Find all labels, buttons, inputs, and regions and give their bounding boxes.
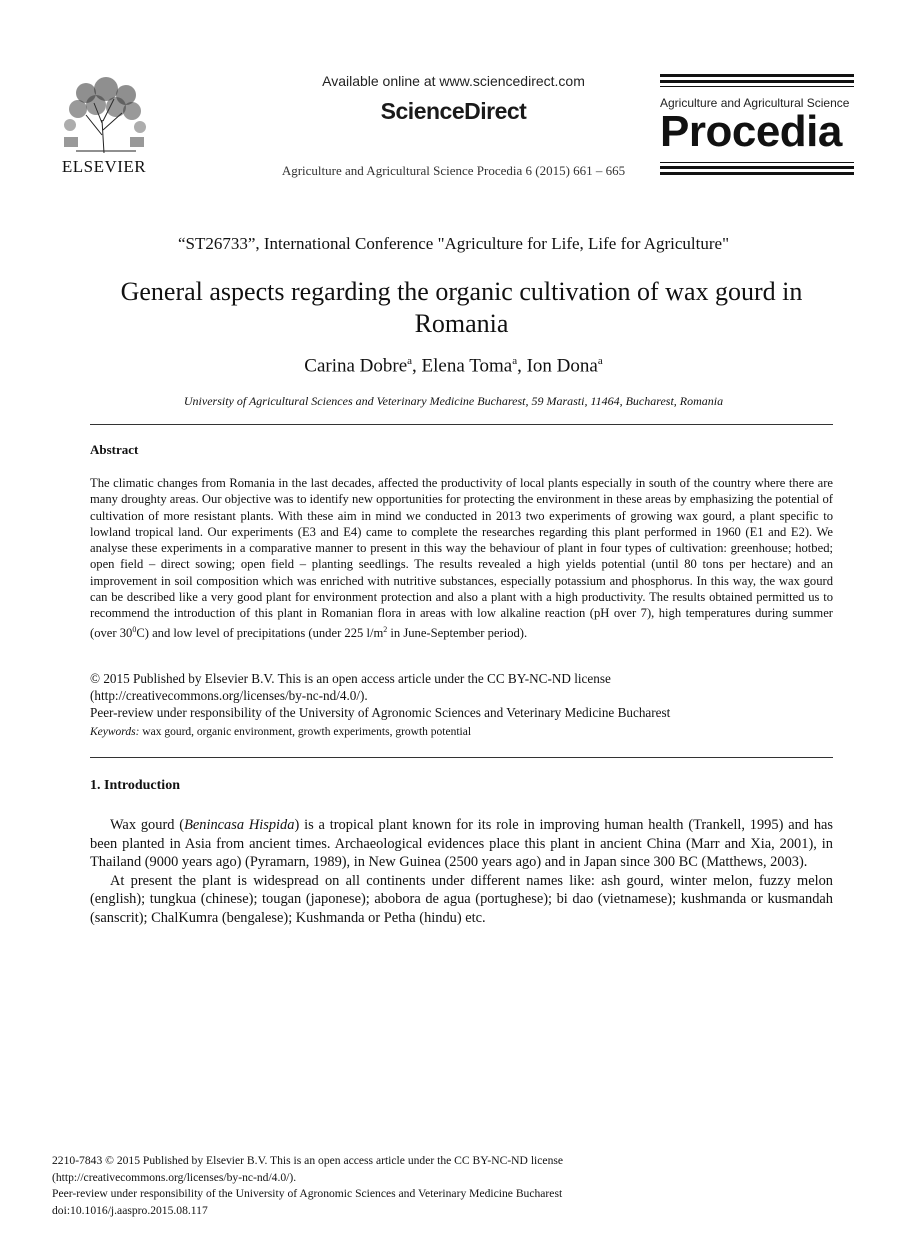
introduction-body <box>90 816 833 927</box>
series-title: Procedia <box>660 107 842 156</box>
peer-review-line: Peer-review under responsibility of the University of Agronomic Sciences and Veterinary Medicine Bucharest <box>90 705 671 720</box>
author-affiliation-mark: a <box>597 355 603 367</box>
divider <box>90 424 833 425</box>
abstract-heading: Abstract <box>90 442 139 457</box>
section-heading: 1. Introduction <box>90 778 180 793</box>
copyright-line: © 2015 Published by Elsevier B.V. This is an open access article under the CC BY-NC-ND license <box>90 671 611 686</box>
sciencedirect-brand[interactable]: ScienceDirect <box>380 98 527 124</box>
affiliation: University of Agricultural Sciences and Veterinary Medicine Bucharest, 59 Marasti, 11464, Bucharest, Romania <box>183 394 724 408</box>
author-affiliation-mark: a <box>512 355 518 367</box>
license-link[interactable]: (http://creativecommons.org/licenses/by-nc-nd/4.0/). <box>90 688 368 703</box>
keywords-text: wax gourd, organic environment, growth experiments, growth potential <box>139 726 472 738</box>
doi[interactable]: doi:10.1016/j.aaspro.2015.08.117 <box>52 1203 208 1217</box>
footer-line: Peer-review under responsibility of the University of Agronomic Sciences and Veterinary Medicine Bucharest <box>52 1187 563 1200</box>
author-name: Ion Dona <box>526 355 598 377</box>
author-list: Carina Dobre$^a$, Elena Toma$^a$, Ion Dona$^a$ <box>304 355 603 377</box>
available-online-link[interactable]: Available online at www.sciencedirect.com <box>322 73 585 89</box>
copyright-notice <box>90 670 833 721</box>
footer-license-link[interactable]: (http://creativecommons.org/licenses/by-nc-nd/4.0/). <box>52 1170 297 1184</box>
paper-title: General aspects regarding the organic cultivation of wax gourd in Romania <box>120 277 803 338</box>
publisher-wordmark: ELSEVIER <box>61 157 147 176</box>
abstract-body: The climatic changes from Romania in the last decades, affected the productivity of local plants especially in south of the country where there are many droughty areas. Our objective was to identify new opportunities for protecting the environment in these areas by emphasizing the potential of cultivation of more resistant plants. With these aim in mind we conducted in 2013 two experiments of growing wax gourd, a plant specific to lowland tropical land. Our experiments (E3 and E4) came to complete the researches regarding this plant performed in 1960 (E1 and E2). We analyse these experiments in a comparative manner to present in this way the behaviour of plant in four types of cultivation: greenhouse; hotbed; open field – direct sowing; open field – planting seedlings. The results revealed a high yields potential (until 80 tons per hectare) and an improvement in soil composition which was enriched with nutritive substances, especially potassium and phosphorus. In this way, the wax gourd can be described like a very good plant for environment protection and also a plant with a high productivity. The results obtained permitted us to recommend the introduction of this plant in Romanian flora in areas with low alkaline reaction (pH over 7), high temperatures during summer (over $30^0C$) and low level of precipitations (under 225 $l/m^2$ in June-September period). <box>90 476 833 640</box>
keywords-label: Keywords: <box>90 726 140 738</box>
author-name: Carina Dobre <box>304 355 408 377</box>
author-name: Elena Toma <box>421 355 513 377</box>
paragraph: Wax gourd (Benincasa Hispida) is a tropical plant known for its role in improving human health (Trankell, 1995) and has been planted in Asia from ancient times. Archaeological evidences place this plant in ancient China (Marr and Xia, 2001), in Thailand (9000 years ago) (Pyramarn, 1989), in New Guinea (2500 years ago) and in Japan since 300 BC (Matthews, 2003). <box>90 817 834 870</box>
footer-line: 2210-7843 © 2015 Published by Elsevier B.V. This is an open access article under the CC BY-NC-ND license <box>52 1154 564 1167</box>
keywords <box>90 726 833 738</box>
series-subtitle: Agriculture and Agricultural Science <box>660 96 850 110</box>
conference-line: “ST26733”, International Conference "Agriculture for Life, Life for Agriculture" <box>177 234 730 253</box>
author-affiliation-mark: a <box>407 355 413 367</box>
procedia-logo <box>660 74 854 176</box>
divider <box>90 757 833 758</box>
journal-reference: Agriculture and Agricultural Science Procedia 6 (2015) 661 – 665 <box>281 163 626 178</box>
paragraph: At present the plant is widespread on all continents under different names like: ash gourd, winter melon, fuzzy melon (english); tungkua (chinese); tougan (japonese); abobora de agua (portughese); bi dao (vietnamese); kushmanda or kusmandah (sanscrit); ChalKumra (bengalese); Kushmanda or Petha (hindu) etc. <box>90 872 833 926</box>
page-footer <box>52 1153 563 1219</box>
